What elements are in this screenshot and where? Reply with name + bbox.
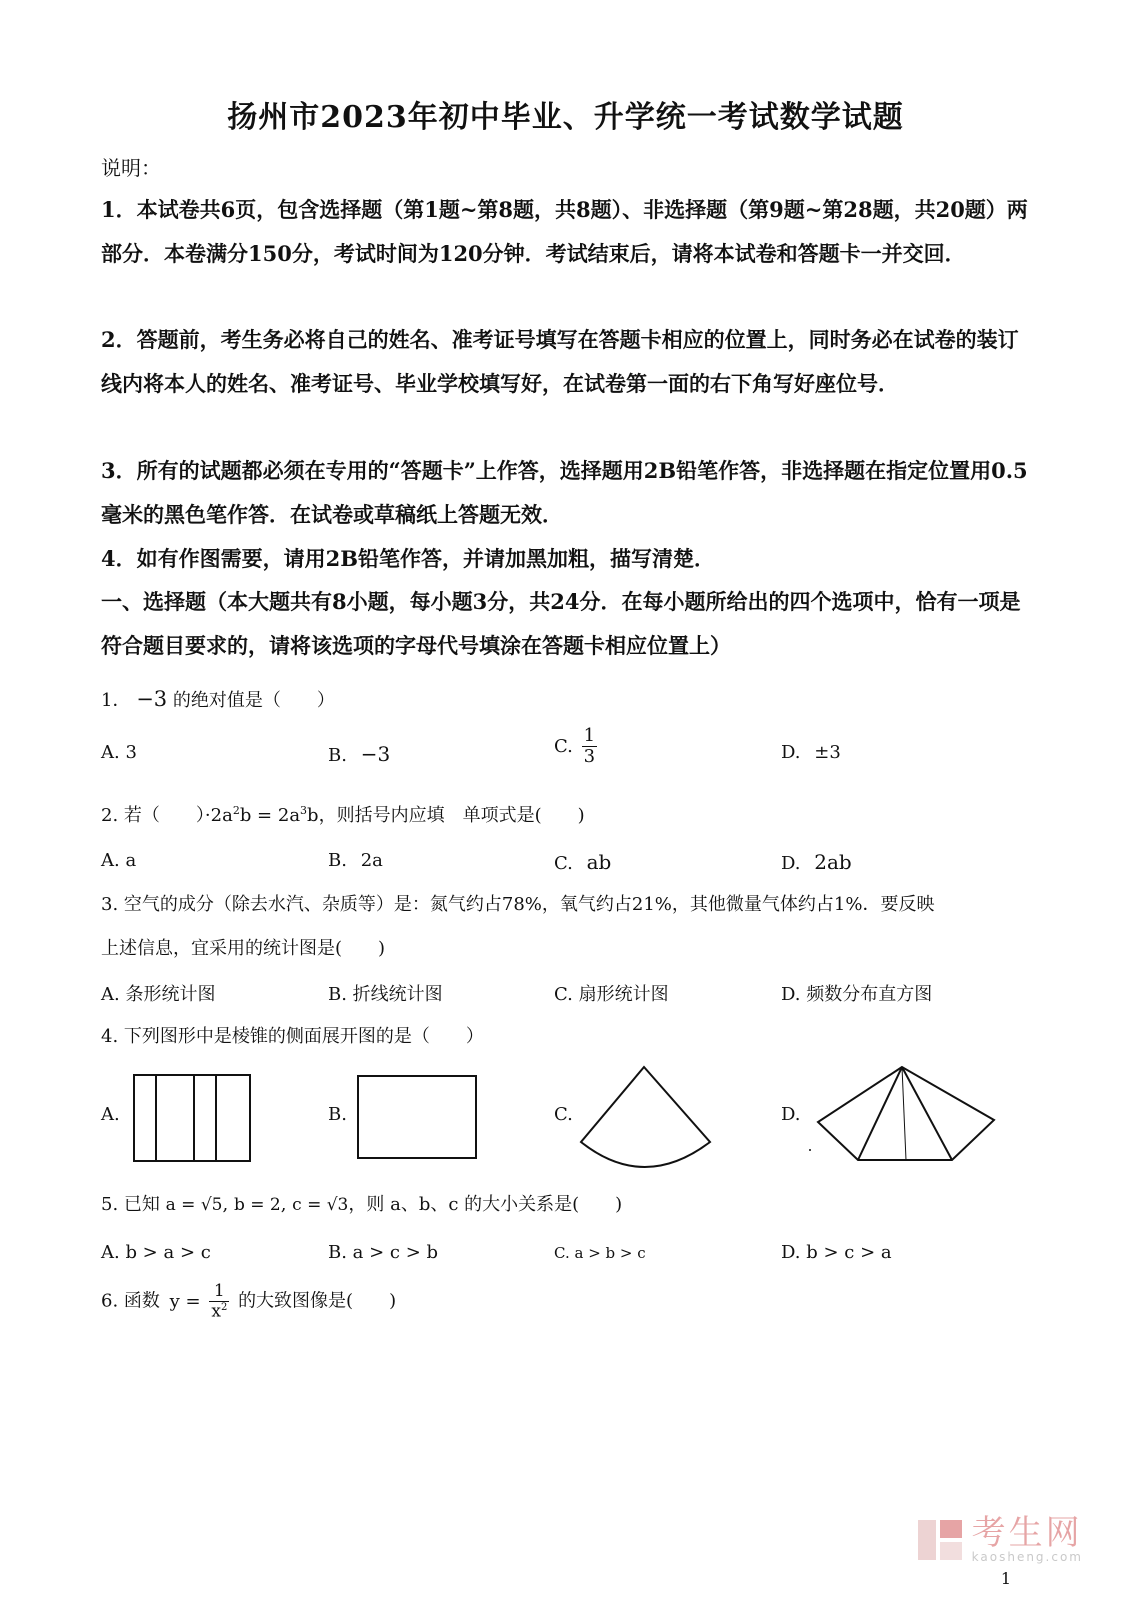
option-d bbox=[781, 742, 841, 763]
question-expression: $\cdot 2a^2b = 2a^3b$ bbox=[204, 804, 319, 826]
watermark-url: kaosheng.com bbox=[971, 1550, 1083, 1564]
logo-icon bbox=[916, 1516, 964, 1564]
value-c: c = √3 bbox=[292, 1195, 349, 1215]
option-b: B. bbox=[328, 1104, 347, 1125]
question-5: 5. 已知 a = √5, b = 2, c = √3，则 a、b、c 的大小关系是( ) bbox=[101, 1194, 623, 1215]
page-number: 1 bbox=[1000, 1569, 1011, 1588]
question-4: 4. 下列图形中是棱锥的侧面展开图的是（ ） bbox=[101, 1026, 484, 1047]
figure-pyramid-net bbox=[806, 1064, 1012, 1164]
fraction-denominator: 3 bbox=[583, 745, 596, 767]
question-text: 的绝对值是（ ） bbox=[172, 690, 335, 711]
option-c bbox=[554, 726, 600, 767]
option-value: ±3 bbox=[814, 742, 841, 763]
section-1-heading: 一、选择题（本大题共有8小题，每小题3分，共24分．在每小题所给出的四个选项中，恰有一项是符合题目要求的，请将该选项的字母代号填涂在答题卡相应位置上） bbox=[101, 589, 1021, 658]
question-expression: −3 bbox=[136, 687, 168, 711]
option-d: D. b > c > a bbox=[781, 1242, 892, 1263]
option-b: B. a > c > b bbox=[328, 1242, 439, 1263]
option-label: C. bbox=[554, 735, 573, 757]
question-number: 2. 若（ ） bbox=[101, 805, 205, 826]
option-label: B. bbox=[328, 745, 347, 766]
question-number: 1． bbox=[101, 690, 131, 711]
question-text: ，则 a、b、c 的大小关系是( ) bbox=[348, 1194, 623, 1215]
watermark-logo bbox=[916, 1513, 1083, 1564]
option-c: C. a > b > c bbox=[554, 1244, 646, 1262]
question-text: 的大致图像是( ) bbox=[238, 1290, 397, 1312]
option-a: A. b > a > c bbox=[101, 1242, 211, 1263]
option-b: B. 2a bbox=[328, 850, 383, 871]
question-text: ，则括号内应填 单项式是( ) bbox=[318, 805, 585, 826]
question-3-line-2: 上述信息，宜采用的统计图是( ) bbox=[101, 938, 386, 959]
exam-title: 扬州市2023年初中毕业、升学统一考试数学试题 bbox=[227, 100, 904, 135]
option-a: A. bbox=[101, 1104, 120, 1125]
instruction-item-4: 4．如有作图需要，请用2B铅笔作答，并请加黑加粗，描写清楚． bbox=[101, 546, 715, 571]
figure-sector bbox=[576, 1064, 716, 1172]
watermark-name: 考生网 bbox=[971, 1513, 1083, 1553]
figure-four-rectangles bbox=[132, 1074, 252, 1164]
instruction-item-3: 3．所有的试题都必须在专用的“答题卡”上作答，选择题用2B铅笔作答，非选择题在指定位置用0.5毫米的黑色笔作答．在试卷或草稿纸上答题无效． bbox=[101, 458, 1028, 527]
option-c: C. ab bbox=[554, 850, 612, 874]
option-d: D. 频数分布直方图 bbox=[781, 984, 933, 1005]
option-c: C. bbox=[554, 1104, 573, 1125]
option-d: D. bbox=[781, 1104, 801, 1125]
figure-rectangle bbox=[356, 1074, 480, 1162]
instructions-heading: 说明： bbox=[101, 156, 161, 180]
question-2 bbox=[101, 798, 1041, 829]
option-label: D. bbox=[781, 742, 801, 763]
option-b: B. 折线统计图 bbox=[328, 984, 443, 1005]
option-b bbox=[328, 742, 390, 766]
option-a: A. 条形统计图 bbox=[101, 984, 216, 1005]
option-a: A. a bbox=[101, 850, 137, 871]
question-6: 6. 函数 y = $\frac{1}{x^2}$ 的大致图像是( ) bbox=[101, 1281, 397, 1322]
fraction: $\frac{1}{x^2}$ bbox=[211, 1281, 228, 1322]
instruction-item-2: 2．答题前，考生务必将自己的姓名、准考证号填写在答题卡相应的位置上，同时务必在试卷的装订线内将本人的姓名、准考证号、毕业学校填写好，在试卷第一面的右下角写好座位号． bbox=[101, 327, 1019, 396]
question-1 bbox=[101, 686, 1041, 714]
fraction-numerator: 1 bbox=[583, 725, 596, 746]
fraction bbox=[582, 726, 597, 767]
value-b: b = 2 bbox=[233, 1195, 281, 1215]
option-c: C. 扇形统计图 bbox=[554, 984, 669, 1005]
option-d: D. 2ab bbox=[781, 850, 852, 874]
question-3-line-1: 3. 空气的成分（除去水汽、杂质等）是：氮气约占78%，氧气约占21%，其他微量气体约占1%．要反映 bbox=[101, 894, 935, 915]
value-a: a = √5 bbox=[165, 1195, 223, 1215]
instruction-item-1: 1．本试卷共6页，包含选择题（第1题~第8题，共8题）、非选择题（第9题~第28题，共20题）两部分．本卷满分150分，考试时间为120分钟．考试结束后，请将本试卷和答题卡一并交回． bbox=[101, 197, 1028, 266]
option-a: A. 3 bbox=[101, 742, 137, 763]
option-value: −3 bbox=[360, 742, 391, 766]
